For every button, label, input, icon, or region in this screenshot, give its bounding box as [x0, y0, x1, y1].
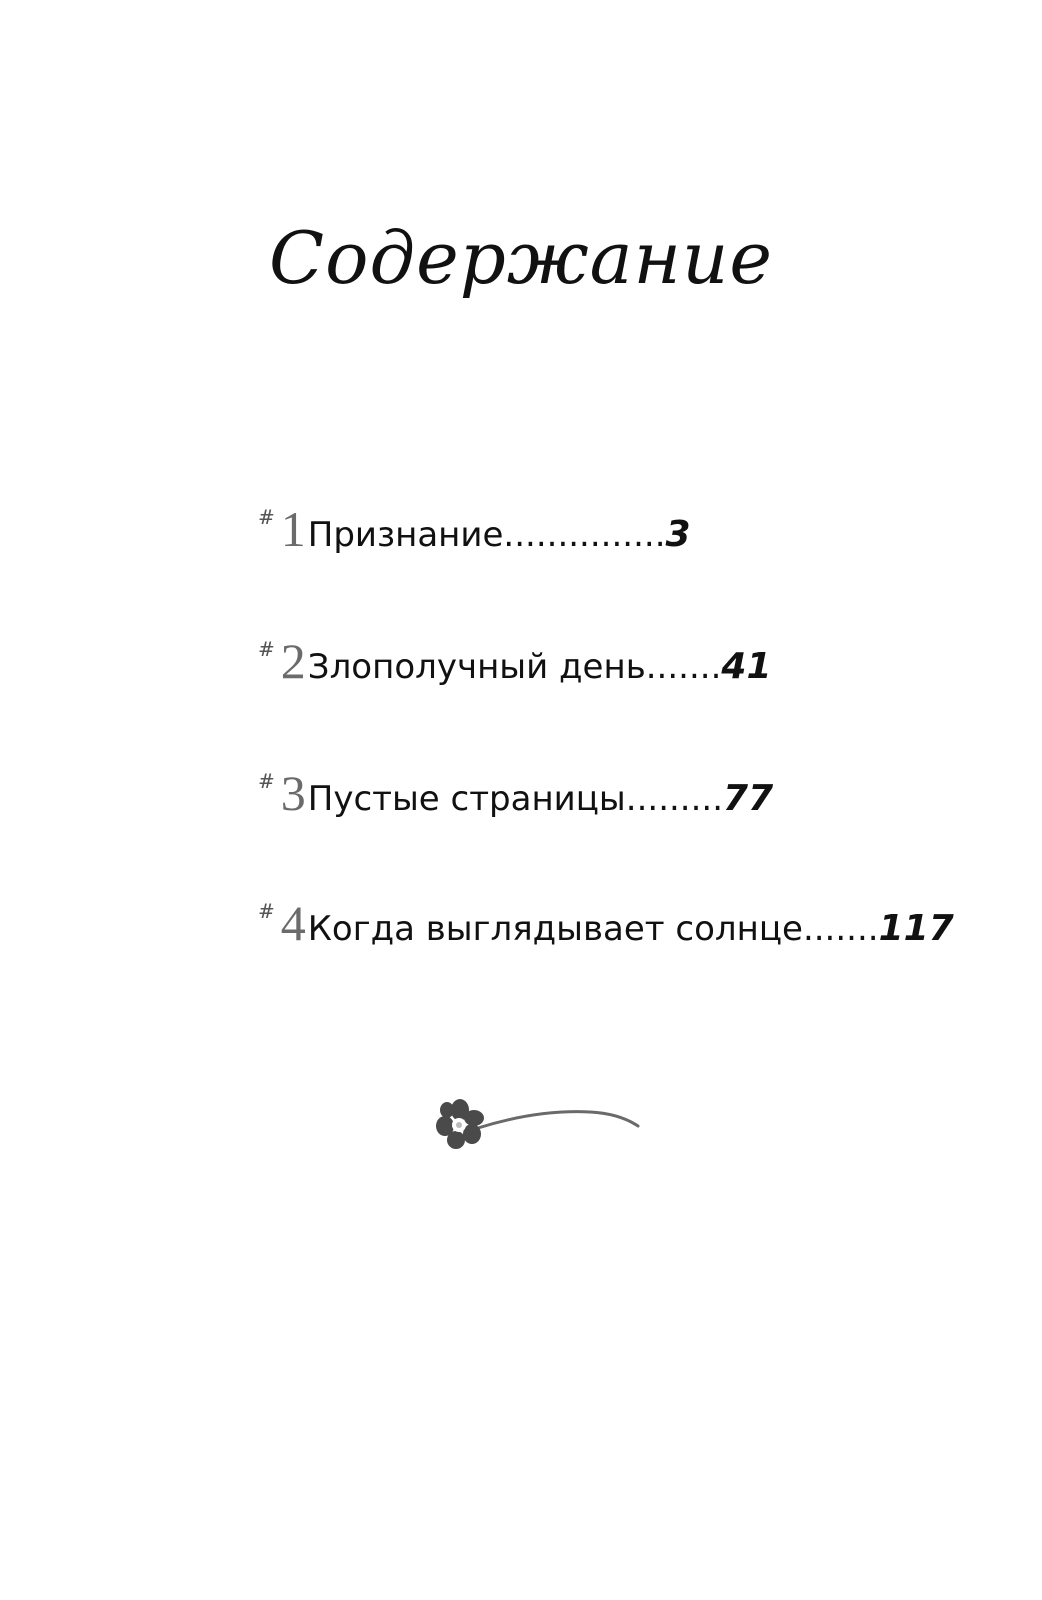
- toc-entry-1: [258, 500, 691, 570]
- toc-entry-3: [258, 764, 773, 834]
- toc-entry-4: [258, 894, 954, 964]
- toc-chapter-title: Признание: [307, 515, 504, 555]
- toc-hash-mark: #: [258, 637, 275, 661]
- toc-chapter-title: Злополучный день: [307, 647, 646, 687]
- toc-page-number: 117: [878, 908, 954, 949]
- toc-leader-dots: .......: [802, 909, 879, 949]
- toc-page-number: 3: [665, 514, 691, 555]
- toc-chapter-number: 1: [280, 501, 306, 557]
- toc-hash-mark: #: [258, 505, 275, 529]
- toc-leader-dots: .........: [625, 779, 724, 819]
- toc-hash-mark: #: [258, 899, 275, 923]
- page-title: Содержание: [269, 216, 773, 300]
- toc-leader-dots: .......: [645, 647, 722, 687]
- flower-icon: [430, 1088, 650, 1168]
- toc-leader-dots: ...............: [503, 515, 666, 555]
- toc-hash-mark: #: [258, 769, 275, 793]
- toc-chapter-number: 4: [280, 895, 306, 951]
- toc-page-number: 41: [721, 646, 772, 687]
- toc-chapter-title: Когда выглядывает солнце: [307, 909, 803, 949]
- toc-entry-2: [258, 632, 772, 702]
- toc-page-number: 77: [723, 778, 774, 819]
- toc-chapter-number: 2: [280, 633, 306, 689]
- toc-chapter-number: 3: [280, 765, 306, 821]
- toc-chapter-title: Пустые страницы: [307, 779, 626, 819]
